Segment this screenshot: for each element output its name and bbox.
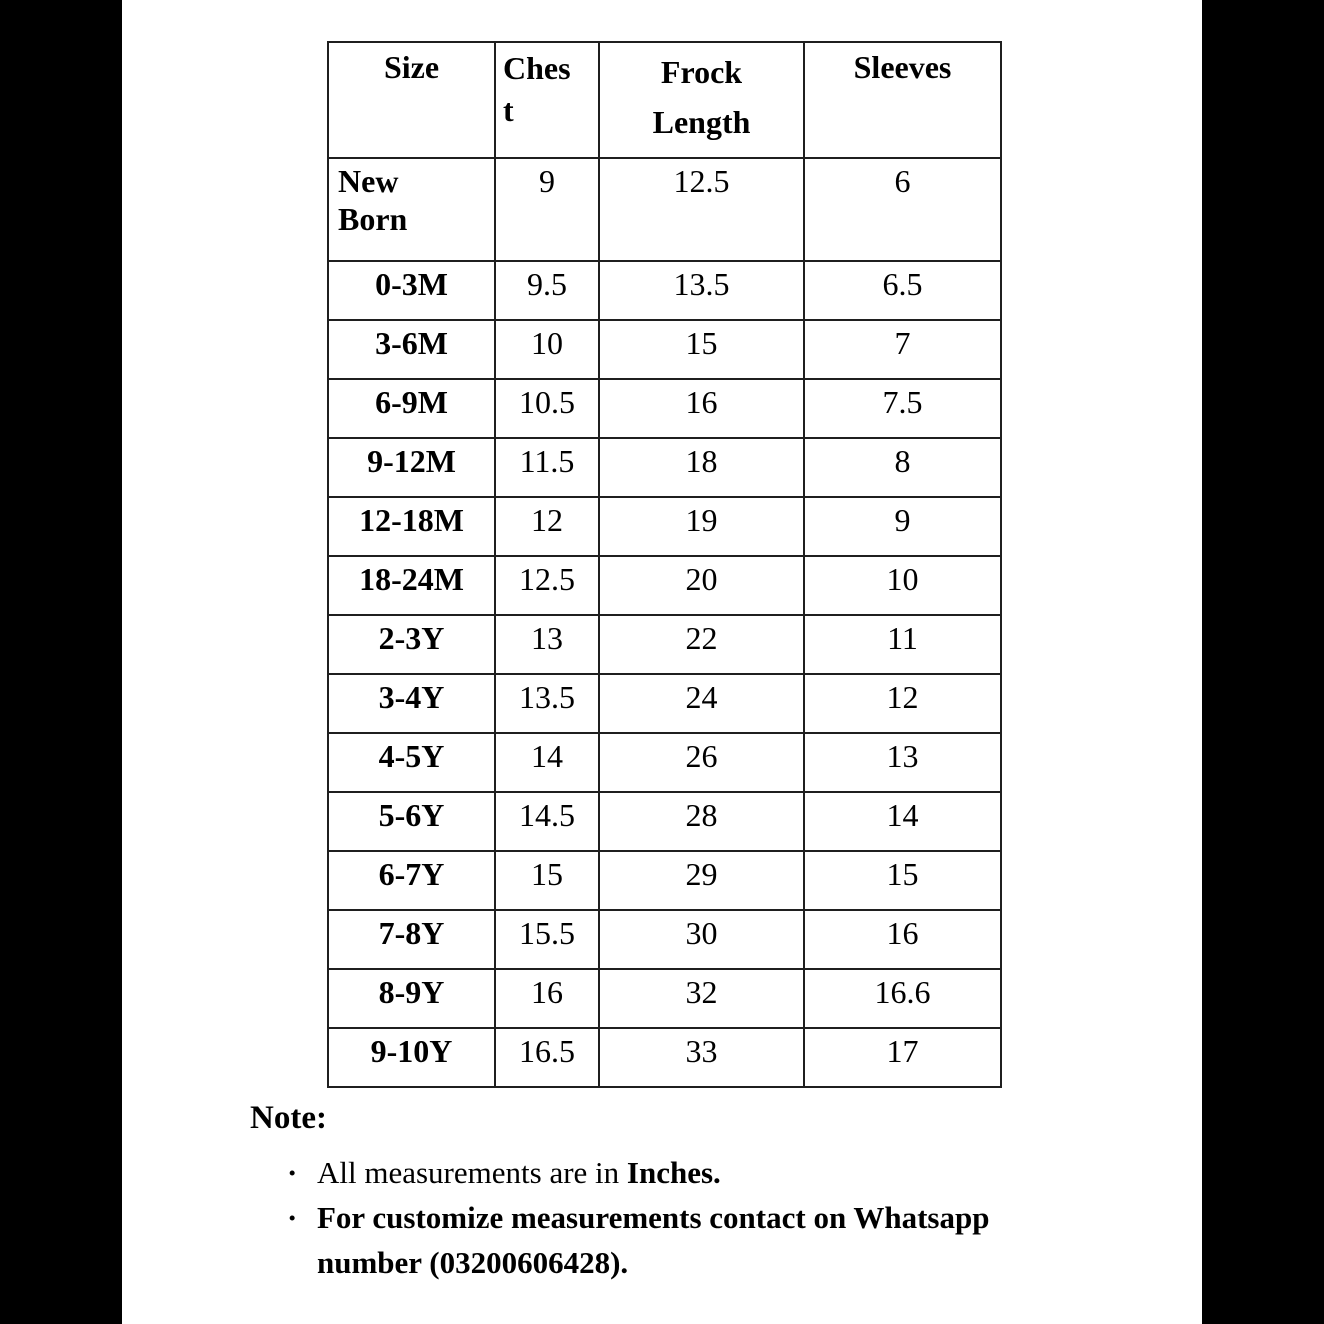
note-text-bold: Inches. bbox=[626, 1155, 721, 1190]
bullet-icon: · bbox=[287, 1200, 298, 1235]
note-title: Note: bbox=[250, 1100, 327, 1136]
frock-length-cell: 20 bbox=[599, 556, 804, 615]
header-frock-length-label: Frock Length bbox=[652, 54, 751, 140]
sleeves-cell: 16.6 bbox=[804, 969, 1001, 1028]
table-row bbox=[328, 615, 1001, 674]
sleeves-cell: 8 bbox=[804, 438, 1001, 497]
header-chest bbox=[495, 42, 599, 158]
header-size: Size bbox=[328, 42, 495, 158]
table-row bbox=[328, 969, 1001, 1028]
table-row bbox=[328, 556, 1001, 615]
frock-length-cell: 33 bbox=[599, 1028, 804, 1087]
size-cell: 6-9M bbox=[328, 379, 495, 438]
sleeves-cell: 15 bbox=[804, 851, 1001, 910]
sleeves-cell: 7 bbox=[804, 320, 1001, 379]
frock-length-cell: 26 bbox=[599, 733, 804, 792]
chest-cell: 11.5 bbox=[495, 438, 599, 497]
chest-cell: 13 bbox=[495, 615, 599, 674]
table-row bbox=[328, 910, 1001, 969]
frock-length-cell: 24 bbox=[599, 674, 804, 733]
sleeves-cell: 7.5 bbox=[804, 379, 1001, 438]
size-cell: 5-6Y bbox=[328, 792, 495, 851]
size-cell: 9-12M bbox=[328, 438, 495, 497]
frock-length-cell: 29 bbox=[599, 851, 804, 910]
note-item bbox=[287, 1150, 1202, 1195]
note-text bbox=[317, 1150, 721, 1195]
table-row bbox=[328, 792, 1001, 851]
note-text bbox=[317, 1195, 1007, 1285]
note-item bbox=[287, 1195, 1202, 1285]
frock-length-cell: 30 bbox=[599, 910, 804, 969]
chest-cell: 15 bbox=[495, 851, 599, 910]
frock-length-cell: 16 bbox=[599, 379, 804, 438]
sleeves-cell: 13 bbox=[804, 733, 1001, 792]
header-sleeves: Sleeves bbox=[804, 42, 1001, 158]
bullet-icon: · bbox=[287, 1155, 298, 1190]
chest-cell: 12 bbox=[495, 497, 599, 556]
chest-cell: 14 bbox=[495, 733, 599, 792]
size-cell: 9-10Y bbox=[328, 1028, 495, 1087]
sleeves-cell: 12 bbox=[804, 674, 1001, 733]
sleeves-cell: 6.5 bbox=[804, 261, 1001, 320]
frock-length-cell: 19 bbox=[599, 497, 804, 556]
table-row bbox=[328, 379, 1001, 438]
sleeves-cell: 11 bbox=[804, 615, 1001, 674]
size-cell: 2-3Y bbox=[328, 615, 495, 674]
chest-cell: 13.5 bbox=[495, 674, 599, 733]
chest-cell: 12.5 bbox=[495, 556, 599, 615]
frock-length-cell: 32 bbox=[599, 969, 804, 1028]
note-text-normal: All measurements are in bbox=[317, 1155, 627, 1190]
table-row bbox=[328, 1028, 1001, 1087]
frock-length-cell: 13.5 bbox=[599, 261, 804, 320]
chest-cell: 10.5 bbox=[495, 379, 599, 438]
frock-length-cell: 18 bbox=[599, 438, 804, 497]
frock-length-cell: 22 bbox=[599, 615, 804, 674]
size-cell: 8-9Y bbox=[328, 969, 495, 1028]
sleeves-cell: 6 bbox=[804, 158, 1001, 261]
note-section bbox=[250, 1096, 1202, 1285]
note-text-bold: For customize measurements contact on Whatsapp number (03200606428). bbox=[317, 1200, 990, 1280]
sleeves-cell: 10 bbox=[804, 556, 1001, 615]
table-row bbox=[328, 438, 1001, 497]
frock-length-cell: 12.5 bbox=[599, 158, 804, 261]
table-row bbox=[328, 158, 1001, 261]
chest-cell: 15.5 bbox=[495, 910, 599, 969]
header-chest-label: Chest bbox=[503, 50, 571, 128]
sleeves-cell: 17 bbox=[804, 1028, 1001, 1087]
size-cell: New Born bbox=[328, 158, 495, 261]
size-cell: 7-8Y bbox=[328, 910, 495, 969]
size-cell: 6-7Y bbox=[328, 851, 495, 910]
table-row bbox=[328, 733, 1001, 792]
frock-length-cell: 15 bbox=[599, 320, 804, 379]
table-header-row bbox=[328, 42, 1001, 158]
table-row bbox=[328, 320, 1001, 379]
chest-cell: 16 bbox=[495, 969, 599, 1028]
size-cell: 3-4Y bbox=[328, 674, 495, 733]
size-cell: 0-3M bbox=[328, 261, 495, 320]
table-row bbox=[328, 674, 1001, 733]
chest-cell: 14.5 bbox=[495, 792, 599, 851]
size-cell: 12-18M bbox=[328, 497, 495, 556]
header-frock-length bbox=[599, 42, 804, 158]
size-cell: 3-6M bbox=[328, 320, 495, 379]
note-list bbox=[287, 1150, 1202, 1285]
sleeves-cell: 9 bbox=[804, 497, 1001, 556]
size-cell: 4-5Y bbox=[328, 733, 495, 792]
table-row bbox=[328, 261, 1001, 320]
table-row bbox=[328, 497, 1001, 556]
frock-length-cell: 28 bbox=[599, 792, 804, 851]
chest-cell: 10 bbox=[495, 320, 599, 379]
size-cell: 18-24M bbox=[328, 556, 495, 615]
chest-cell: 9 bbox=[495, 158, 599, 261]
sleeves-cell: 14 bbox=[804, 792, 1001, 851]
size-chart-table bbox=[327, 41, 1002, 1088]
chest-cell: 16.5 bbox=[495, 1028, 599, 1087]
chest-cell: 9.5 bbox=[495, 261, 599, 320]
table-row bbox=[328, 851, 1001, 910]
size-table-body bbox=[328, 158, 1001, 1087]
page-content bbox=[122, 0, 1202, 1324]
sleeves-cell: 16 bbox=[804, 910, 1001, 969]
